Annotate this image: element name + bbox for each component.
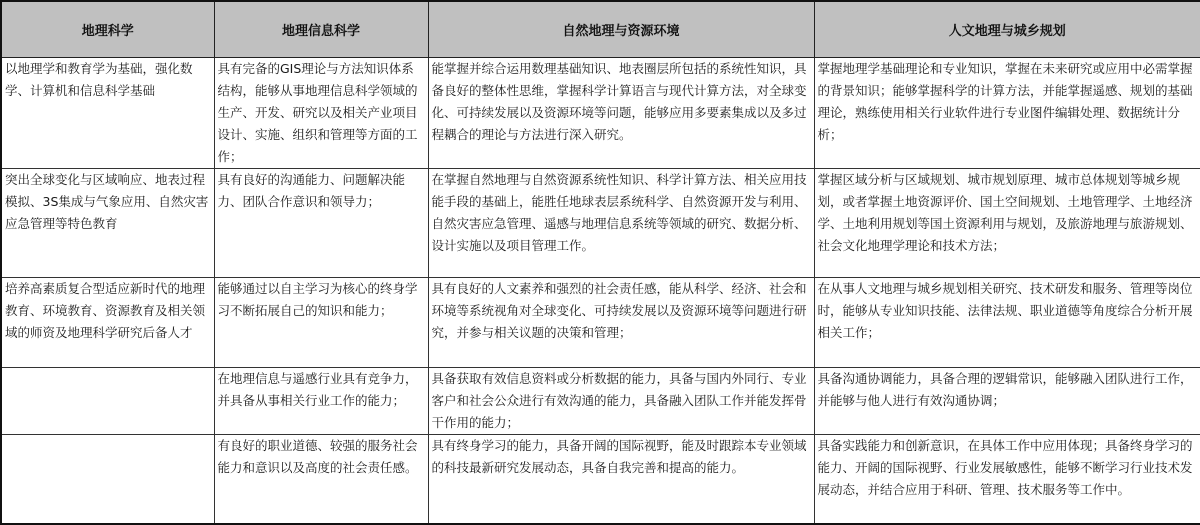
header-geographic-information-science: 地理信息科学 <box>214 1 428 58</box>
table-cell-empty <box>1 435 214 525</box>
table-cell: 突出全球变化与区域响应、地表过程模拟、3S集成与气象应用、自然灾害应急管理等特色教育 <box>1 169 214 278</box>
table-row <box>1 169 1200 278</box>
header-physical-geography-resources-environment: 自然地理与资源环境 <box>428 1 814 58</box>
table-cell: 具有良好的人文素养和强烈的社会责任感，能从科学、经济、社会和环境等系统视角对全球变化、可持续发展以及资源环境等问题进行研究，并参与相关议题的决策和管理； <box>428 278 814 368</box>
table-row <box>1 58 1200 169</box>
table-cell: 培养高素质复合型适应新时代的地理教育、环境教育、资源教育及相关领域的师资及地理科学研究后备人才 <box>1 278 214 368</box>
table-cell: 在从事人文地理与城乡规划相关研究、技术研发和服务、管理等岗位时，能够从专业知识技能、法律法规、职业道德等角度综合分析开展相关工作； <box>814 278 1200 368</box>
table-cell: 具备实践能力和创新意识，在具体工作中应用体现；具备终身学习的能力、开阔的国际视野、行业发展敏感性，能够不断学习行业技术发展动态，并结合应用于科研、管理、技术服务等工作中。 <box>814 435 1200 525</box>
table-row <box>1 278 1200 368</box>
table-cell: 具备获取有效信息资料或分析数据的能力，具备与国内外同行、专业客户和社会公众进行有效沟通的能力，具备融入团队工作并能发挥骨干作用的能力； <box>428 368 814 435</box>
header-human-geography-urban-rural-planning: 人文地理与城乡规划 <box>814 1 1200 58</box>
header-geography-science: 地理科学 <box>1 1 214 58</box>
table-cell: 以地理学和教育学为基础，强化数学、计算机和信息科学基础 <box>1 58 214 169</box>
table-cell: 具备沟通协调能力，具备合理的逻辑常识，能够融入团队进行工作，并能够与他人进行有效沟通协调； <box>814 368 1200 435</box>
table-cell: 能够通过以自主学习为核心的终身学习不断拓展自己的知识和能力； <box>214 278 428 368</box>
table-cell: 在掌握自然地理与自然资源系统性知识、科学计算方法、相关应用技能手段的基础上，能胜任地球表层系统科学、自然资源开发与利用、自然灾害应急管理、遥感与地理信息系统等领域的研究、数据分析、设计实施以及项目管理工作。 <box>428 169 814 278</box>
table-cell: 掌握区域分析与区域规划、城市规划原理、城市总体规划等城乡规划，或者掌握土地资源评价、国土空间规划、土地管理学、土地经济学、土地利用规划等国土资源利用与规划，及旅游地理与旅游规划、社会文化地理学理论和技术方法； <box>814 169 1200 278</box>
table-cell: 在地理信息与遥感行业具有竞争力，并具备从事相关行业工作的能力； <box>214 368 428 435</box>
table-cell: 具有良好的沟通能力、问题解决能力、团队合作意识和领导力； <box>214 169 428 278</box>
table-cell-empty <box>1 368 214 435</box>
table-row <box>1 368 1200 435</box>
header-row <box>1 1 1200 58</box>
table-cell: 具有终身学习的能力，具备开阔的国际视野，能及时跟踪本专业领域的科技最新研究发展动态，具备自我完善和提高的能力。 <box>428 435 814 525</box>
table-row <box>1 435 1200 525</box>
table-cell: 掌握地理学基础理论和专业知识，掌握在未来研究或应用中必需掌握的背景知识；能够掌握科学的计算方法，并能掌握遥感、规划的基础理论，熟练使用相关行业软件进行专业图件编辑处理、数据统计分析； <box>814 58 1200 169</box>
table-cell: 有良好的职业道德、较强的服务社会能力和意识以及高度的社会责任感。 <box>214 435 428 525</box>
table-cell: 能掌握并综合运用数理基础知识、地表圈层所包括的系统性知识，具备良好的整体性思维，掌握科学计算语言与现代计算方法，对全球变化、可持续发展以及资源环境等问题，能够应用多要素集成以及多过程耦合的理论与方法进行深入研究。 <box>428 58 814 169</box>
table-cell: 具有完备的GIS理论与方法知识体系结构，能够从事地理信息科学领域的生产、开发、研究以及相关产业项目设计、实施、组织和管理等方面的工作； <box>214 58 428 169</box>
